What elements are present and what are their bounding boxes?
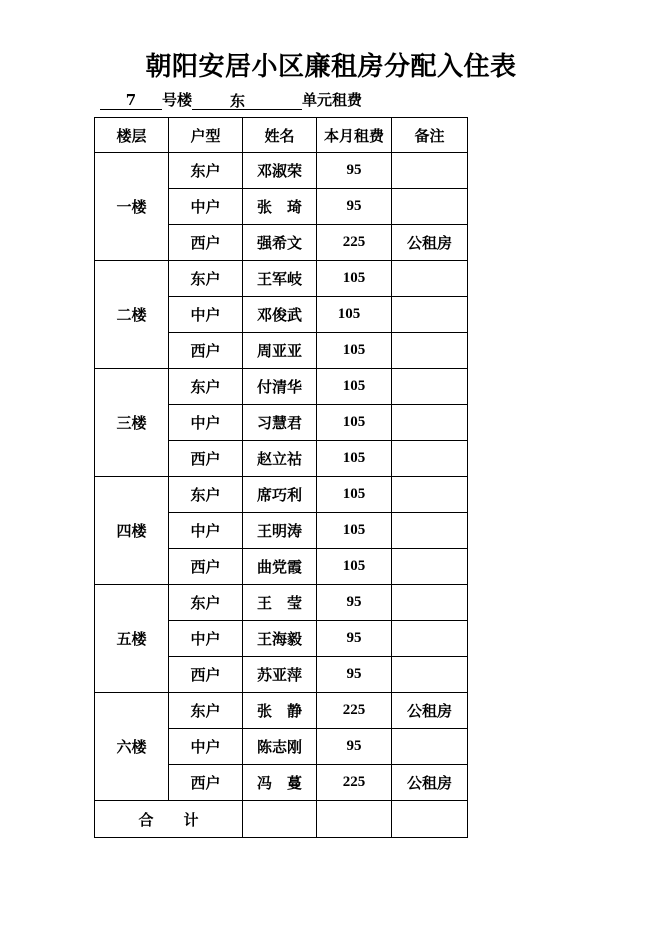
unit-type-cell: 东户 [169, 261, 243, 297]
rent-cell: 225 [317, 765, 392, 801]
unit-type-cell: 东户 [169, 585, 243, 621]
rent-cell: 105 [317, 513, 392, 549]
tenant-name-cell: 习慧君 [243, 405, 317, 441]
total-row [95, 801, 468, 838]
rent-cell: 95 [317, 657, 392, 693]
note-cell [392, 657, 468, 693]
note-cell: 公租房 [392, 765, 468, 801]
tenant-name-cell: 王军岐 [243, 261, 317, 297]
note-cell [392, 189, 468, 225]
tenant-name-cell: 邓俊武 [243, 297, 317, 333]
subtitle-line [100, 88, 362, 110]
note-cell [392, 549, 468, 585]
floor-cell: 二楼 [95, 261, 169, 369]
table-row [95, 261, 468, 297]
building-label: 号楼 [162, 91, 193, 109]
rent-cell: 95 [317, 189, 392, 225]
rent-cell: 95 [317, 585, 392, 621]
unit-type-cell: 西户 [169, 441, 243, 477]
total-name-cell [243, 801, 317, 838]
rent-cell: 105 [317, 477, 392, 513]
tenant-name-cell: 苏亚萍 [243, 657, 317, 693]
floor-cell: 六楼 [95, 693, 169, 801]
tenant-name-cell: 周亚亚 [243, 333, 317, 369]
unit-type-cell: 西户 [169, 333, 243, 369]
rent-cell: 105 [317, 261, 392, 297]
note-cell [392, 333, 468, 369]
header-name: 姓名 [243, 118, 317, 153]
unit-type-cell: 西户 [169, 765, 243, 801]
tenant-name-cell: 曲党霞 [243, 549, 317, 585]
note-cell [392, 477, 468, 513]
tenant-name-cell: 王明涛 [243, 513, 317, 549]
unit-label: 单元租费 [302, 91, 363, 109]
tenant-name-cell: 席巧利 [243, 477, 317, 513]
unit-type-cell: 东户 [169, 693, 243, 729]
tenant-name-cell: 陈志刚 [243, 729, 317, 765]
table-row [95, 477, 468, 513]
table-row [95, 369, 468, 405]
total-label: 合 计 [95, 801, 243, 838]
unit-type-cell: 中户 [169, 405, 243, 441]
tenant-name-cell: 王 莹 [243, 585, 317, 621]
note-cell [392, 729, 468, 765]
unit-type-cell: 中户 [169, 729, 243, 765]
unit-type-cell: 东户 [169, 153, 243, 189]
rent-cell: 105 [317, 297, 392, 333]
note-cell [392, 297, 468, 333]
floor-cell: 三楼 [95, 369, 169, 477]
rent-cell: 105 [317, 441, 392, 477]
note-cell [392, 621, 468, 657]
unit-type-cell: 中户 [169, 189, 243, 225]
table-row [95, 585, 468, 621]
unit-type-cell: 东户 [169, 477, 243, 513]
rent-cell: 105 [317, 369, 392, 405]
header-type: 户型 [169, 118, 243, 153]
rent-cell: 225 [317, 693, 392, 729]
unit-field: 东 [192, 92, 302, 110]
note-cell: 公租房 [392, 693, 468, 729]
note-cell [392, 261, 468, 297]
rent-cell: 95 [317, 153, 392, 189]
rent-table [94, 117, 468, 838]
header-rent: 本月租费 [317, 118, 392, 153]
total-note-cell [392, 801, 468, 838]
header-row [95, 118, 468, 153]
rent-cell: 95 [317, 621, 392, 657]
rent-cell: 105 [317, 405, 392, 441]
rent-cell: 225 [317, 225, 392, 261]
header-floor: 楼层 [95, 118, 169, 153]
floor-cell: 一楼 [95, 153, 169, 261]
unit-type-cell: 东户 [169, 369, 243, 405]
table-row [95, 153, 468, 189]
note-cell: 公租房 [392, 225, 468, 261]
note-cell [392, 585, 468, 621]
header-note: 备注 [392, 118, 468, 153]
floor-cell: 四楼 [95, 477, 169, 585]
note-cell [392, 441, 468, 477]
tenant-name-cell: 邓淑荣 [243, 153, 317, 189]
tenant-name-cell: 张 静 [243, 693, 317, 729]
rent-cell: 95 [317, 729, 392, 765]
unit-type-cell: 西户 [169, 657, 243, 693]
note-cell [392, 153, 468, 189]
tenant-name-cell: 王海毅 [243, 621, 317, 657]
rent-cell: 105 [317, 549, 392, 585]
tenant-name-cell: 付清华 [243, 369, 317, 405]
note-cell [392, 369, 468, 405]
total-rent-cell [317, 801, 392, 838]
tenant-name-cell: 强希文 [243, 225, 317, 261]
unit-type-cell: 中户 [169, 297, 243, 333]
unit-type-cell: 西户 [169, 549, 243, 585]
floor-cell: 五楼 [95, 585, 169, 693]
building-number-field: 7 [100, 91, 162, 110]
unit-type-cell: 中户 [169, 621, 243, 657]
unit-type-cell: 中户 [169, 513, 243, 549]
tenant-name-cell: 冯 蔓 [243, 765, 317, 801]
tenant-name-cell: 赵立祜 [243, 441, 317, 477]
table-row [95, 693, 468, 729]
tenant-name-cell: 张 琦 [243, 189, 317, 225]
rent-cell: 105 [317, 333, 392, 369]
note-cell [392, 513, 468, 549]
unit-type-cell: 西户 [169, 225, 243, 261]
page-title: 朝阳安居小区廉租房分配入住表 [145, 52, 517, 82]
note-cell [392, 405, 468, 441]
